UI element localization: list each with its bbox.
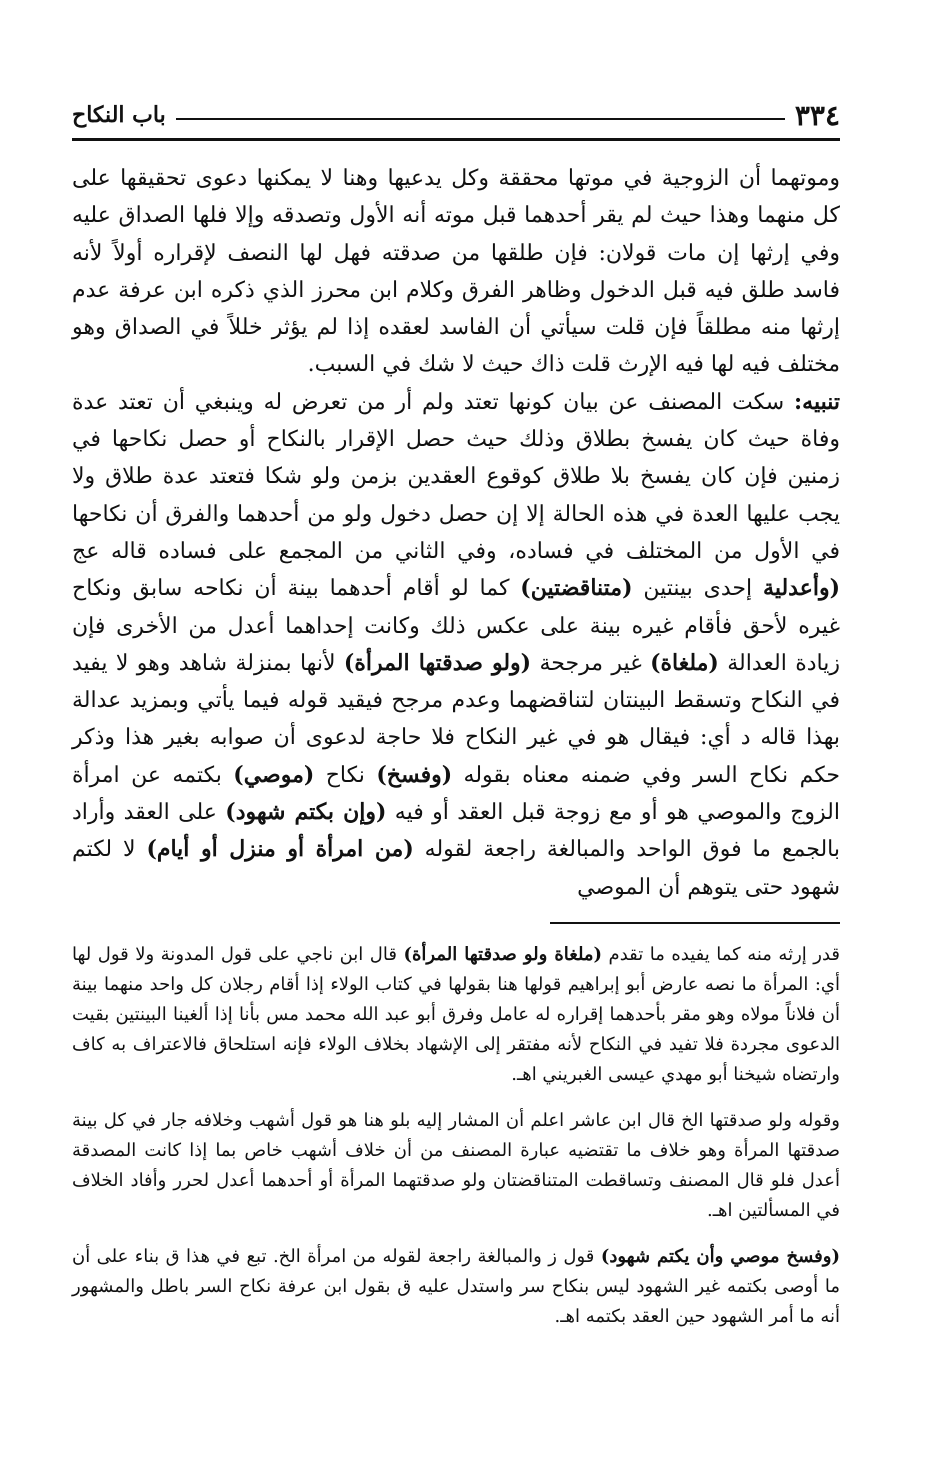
main-text — [72, 160, 840, 906]
paragraph-2: تنبيه: سكت المصنف عن بيان كونها تعتد ولم أر من تعرض له وينبغي أن تعتد عدة وفاة حيث كان يفسخ بطلاق وذلك حيث حصل الإقرار بالنكاح أو حصل نكاحها في زمنين فإن كان يفسخ بلا طلاق كوقوع العقدين بزمن ولو شكا فتعتد عدة طلاق ولا يجب عليها العدة في هذه الحالة إلا إن حصل دخول ولو من أحدهما والفرق أن نكاحها في الأول من المختلف في فساده، وفي الثاني من المجمع على فساده قاله عج (وأعدلية إحدى بينتين (متناقضتين) كما لو أقام أحدهما بينة أن نكاحه سابق ونكاح غيره لأحق فأقام غيره بينة على عكس ذلك وكانت إحداهما أعدل من الأخرى فإن زيادة العدالة (ملغاة) غير مرجحة (ولو صدقتها المرأة) لأنها بمنزلة شاهد وهو لا يفيد في النكاح وتسقط البينتان لتناقضهما وعدم مرجح فيقيد قوله فيما يأتي وبمزيد عدالة بهذا قاله د أي: فيقال هو في غير النكاح فلا حاجة لدعوى أن صوابه بغير هذا وذكر حكم نكاح السر وفي ضمنه معناه بقوله (وفسخ) نكاح (موصي) بكتمه عن امرأة الزوج والموصي هو أو مع زوجة قبل العقد أو فيه (وإن بكتم شهود) على العقد وأراد بالجمع ما فوق الواحد والمبالغة راجعة لقوله (من امرأة أو منزل أو أيام) لا لكتم شهود حتى يتوهم أن الموصي — [72, 388, 841, 900]
footnote-3: (وفسخ موصي وأن يكتم شهود) قول ز والمبالغة راجعة لقوله من امرأة الخ. تبع في هذا ق بناء على أن ما أوصى بكتمه غير الشهود ليس بنكاح سر واستدل عليه ق بقول ابن عرفة نكاح السر باطل والمشهور أنه ما أمر الشهود حين العقد بكتمه اهـ. — [72, 1246, 840, 1327]
footnotes — [72, 940, 840, 1348]
page-number: ٣٣٤ — [794, 98, 840, 132]
footnote-2: وقوله ولو صدقتها الخ قال ابن عاشر اعلم أن المشار إليه بلو هنا هو قول أشهب وخلافه جار في كل بينة صدقتها المرأة وهو خلاف ما تقتضيه عبارة المصنف من أن خلاف أشهب خاص بما إذا كانت المصدقة أعدل فلو قال المصنف وتساقطت المتناقضتان ولو صدقتهما المرأة أو أحدهما أعدل لحرر وأفاد الخلاف في المسألتين اهـ. — [72, 1110, 840, 1221]
note-label: تنبيه: — [794, 388, 840, 415]
paragraph-1: وموتهما أن الزوجية في موتها محققة وكل يدعيها وهنا لا يمكنها دعوى تحقيقها على كل منهما وهذا حيث لم يقر أحدهما قبل موته أنه الأول وتصدقه وإلا فلها الصداق عليه وفي إرثها إن مات قولان: فإن طلقها من صدقته فهل لها النصف لإقراره أولاً لأنه فاسد طلق فيه قبل الدخول وظاهر الفرق وكلام ابن محرز الذي ذكره ابن عرفة عدم إرثها منه مطلقاً فإن قلت سيأتي أن الفاسد لعقده إذا لم يؤثر خللاً في الصداق وهو مختلف فيه لها فيه الإرث قلت ذاك حيث لا شك في السبب. — [72, 166, 840, 378]
footnote-1: قدر إرثه منه كما يفيده ما تقدم (ملغاة ولو صدقتها المرأة) قال ابن ناجي على قول المدونة ولا قول لها أي: المرأة ما نصه عارض أبو إبراهيم قولها هنا بقولها في كتاب الولاء إذا أقام رجلان كل واحد منهما بينة أن فلاناً مولاه وهو مقر بأحدهما إقراره له عامل وفرق أبو عبد الله محمد مس بأنا إذا ألغينا البينتين بقيت الدعوى مجردة فلا تفيد في النكاح لأنه مفتقر إلى الإشهاد بخلاف الولاء فإنه استلحاق فالاعتراف به كاف وارتضاه شيخنا أبو مهدي عيسى الغبريني اهـ. — [72, 944, 840, 1085]
footnote-separator — [550, 922, 840, 924]
page-header — [72, 92, 840, 141]
section-title: باب النكاح — [72, 102, 166, 128]
header-rule — [176, 118, 785, 120]
